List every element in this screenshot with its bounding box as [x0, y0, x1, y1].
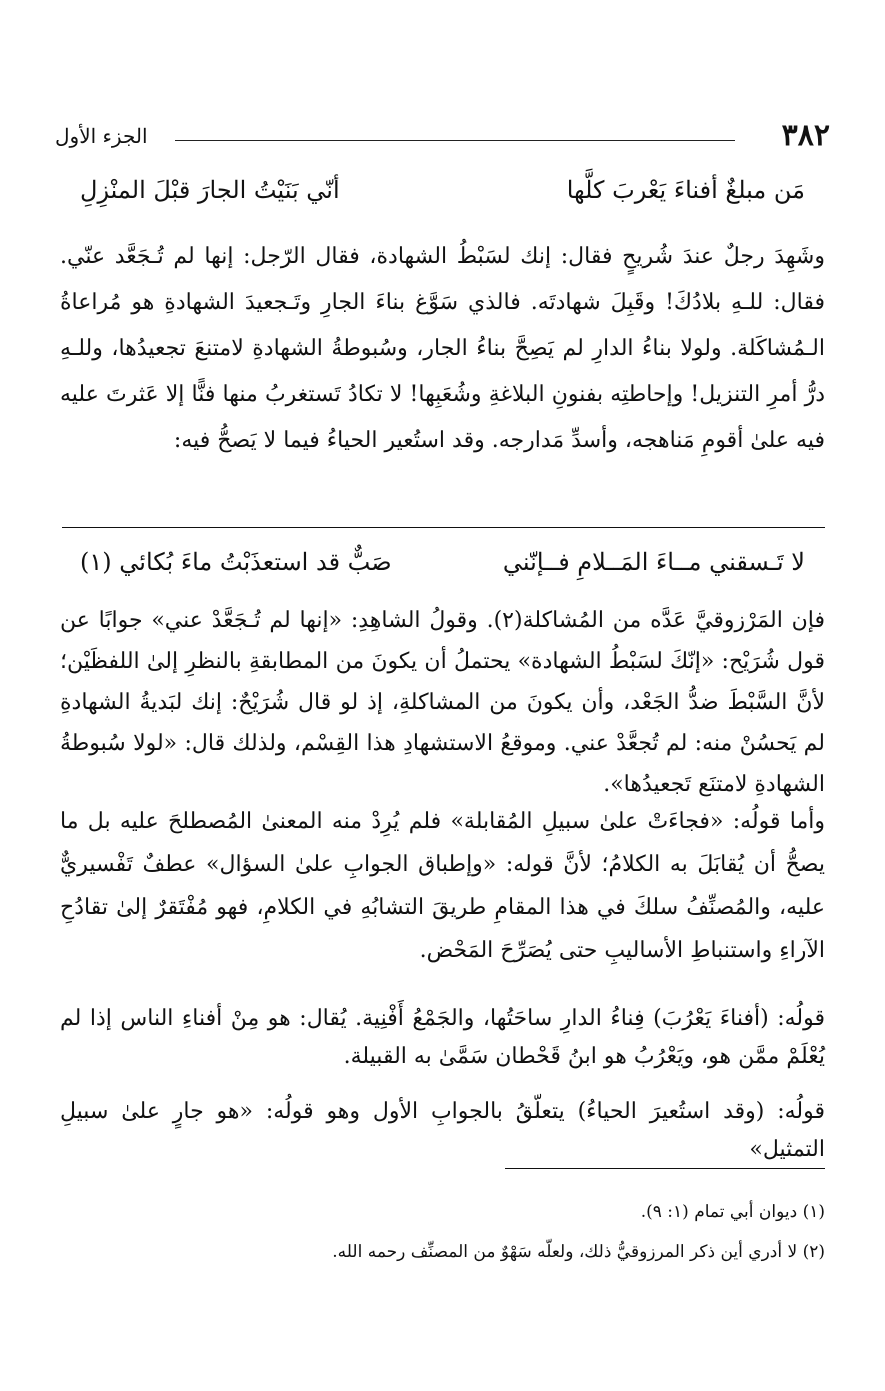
commentary-paragraph: وأما قولُه: «فجاءَتْ علىٰ سبيلِ المُقابلة» فلم يُرِدْ منه المعنىٰ المُصطلحَ عليه بل ما يصحُّ أن يُقابَلَ به الكلامُ؛ لأنَّ قوله: «وإطباق الجوابِ علىٰ السؤال» عطفٌ تَفْسيريٌّ عليه، والمُصنِّفُ سلكَ في هذا المقامِ طريقَ التشابُهِ في الكلامِ، فهو مُفْتَقرٌ إلىٰ تقادُحِ الآراءِ واستنباطِ الأساليبِ حتى يُصَرِّحَ المَحْض.	[60, 809, 825, 963]
cited-verse-second-hemistich: صَبٌّ قد استعذَبْتُ ماءَ بُكائي (١)	[80, 548, 392, 576]
main-text-paragraph: وشَهِدَ رجلٌ عندَ شُريحٍ فقال: إنك لسَبْطُ الشهادة، فقال الرّجل: إنها لم تُـجَعَّد عنّي. فقال: للـهِ بلادُكَ! وقَبِلَ شهادتَه. فالذي سَوَّغ بناءَ الجارِ وتَـجعيدَ الشهادةِ هو مُراعاةُ الـمُشاكَلة. ولولا بناءُ الدارِ لم يَصِحَّ بناءُ الجار، وسُبوطةُ الشهادةِ لامتنعَ تجعيدُها، وللـهِ درُّ أمرِ التنزيل! وإحاطتِه بفنونِ البلاغةِ وشُعَبِها! لا تكادُ تَستغربُ منها فنًّا إلا عَثرتَ عليه فيه علىٰ أقومِ مَناهجه، وأسدِّ مَدارجه. وقد استُعير الحياءُ فيما لا يَصحُّ فيه:	[60, 244, 825, 453]
footnote-divider	[505, 1168, 825, 1169]
verse-first-hemistich: مَن مبلغٌ أفناءَ يَعْربَ كلَّها	[566, 176, 805, 204]
verse-line	[80, 176, 805, 220]
verse-second-hemistich: أنّي بَنَيْتُ الجارَ قبْلَ المنْزِلِ	[80, 176, 340, 204]
footnote: (١) ديوان أبي تمام (١: ٩).	[640, 1202, 825, 1222]
text-commentary-divider	[62, 527, 825, 528]
commentary-paragraph: قولُه: (أفناءَ يَعْرُبَ) فِناءُ الدارِ ساحَتُها، والجَمْعُ أَفْنِية. يُقال: هو مِنْ أفناءِ الناس إذا لم يُعْلَمْ ممَّن هو، ويَعْرُبُ هو ابنُ قَحْطان سَمَّىٰ به القبيلة.	[60, 1006, 825, 1069]
cited-verse-first-hemistich: لا تَـسقني مــاءَ المَــلامِ فــإنّني	[502, 548, 805, 576]
footnote: (٢) لا أدري أين ذكر المرزوقيُّ ذلك، ولعلّه سَهْوٌ من المصنِّف رحمه الله.	[332, 1242, 825, 1262]
footnotes	[60, 1192, 825, 1272]
running-title: الجزء الأول	[55, 124, 148, 148]
header-rule	[175, 140, 735, 141]
page-number: ٣٨٢	[781, 118, 830, 153]
page-header	[55, 118, 830, 154]
commentary-paragraph: قولُه: (وقد استُعيرَ الحياءُ) يتعلّقُ بالجوابِ الأول وهو قولُه: «هو جارٍ علىٰ سبيلِ التمثيل»	[60, 1099, 825, 1162]
cited-verse-line	[80, 548, 805, 592]
commentary-paragraph: فإن المَرْزوقيَّ عَدَّه من المُشاكلة(٢). وقولُ الشاهِدِ: «إنها لم تُـجَعَّدْ عني» جوابًا عن قول شُرَيْح: «إنّكَ لسَبْطُ الشهادة» يحتملُ أن يكونَ من المطابقةِ بالنظرِ إلىٰ اللفظَيْن؛ لأنَّ السَّبْطَ ضدُّ الجَعْد، وأن يكونَ من المشاكلةِ، إذ لو قال شُرَيْحٌ: إنك لبَديةُ الشهادةِ لم يَحسُنْ منه: لم تُجعَّدْ عني. وموقعُ الاستشهادِ هذا القِسْم، ولذلك قال: «لولا سُبوطةُ الشهادةِ لامتنَع تَجعيدُها».	[60, 608, 825, 797]
